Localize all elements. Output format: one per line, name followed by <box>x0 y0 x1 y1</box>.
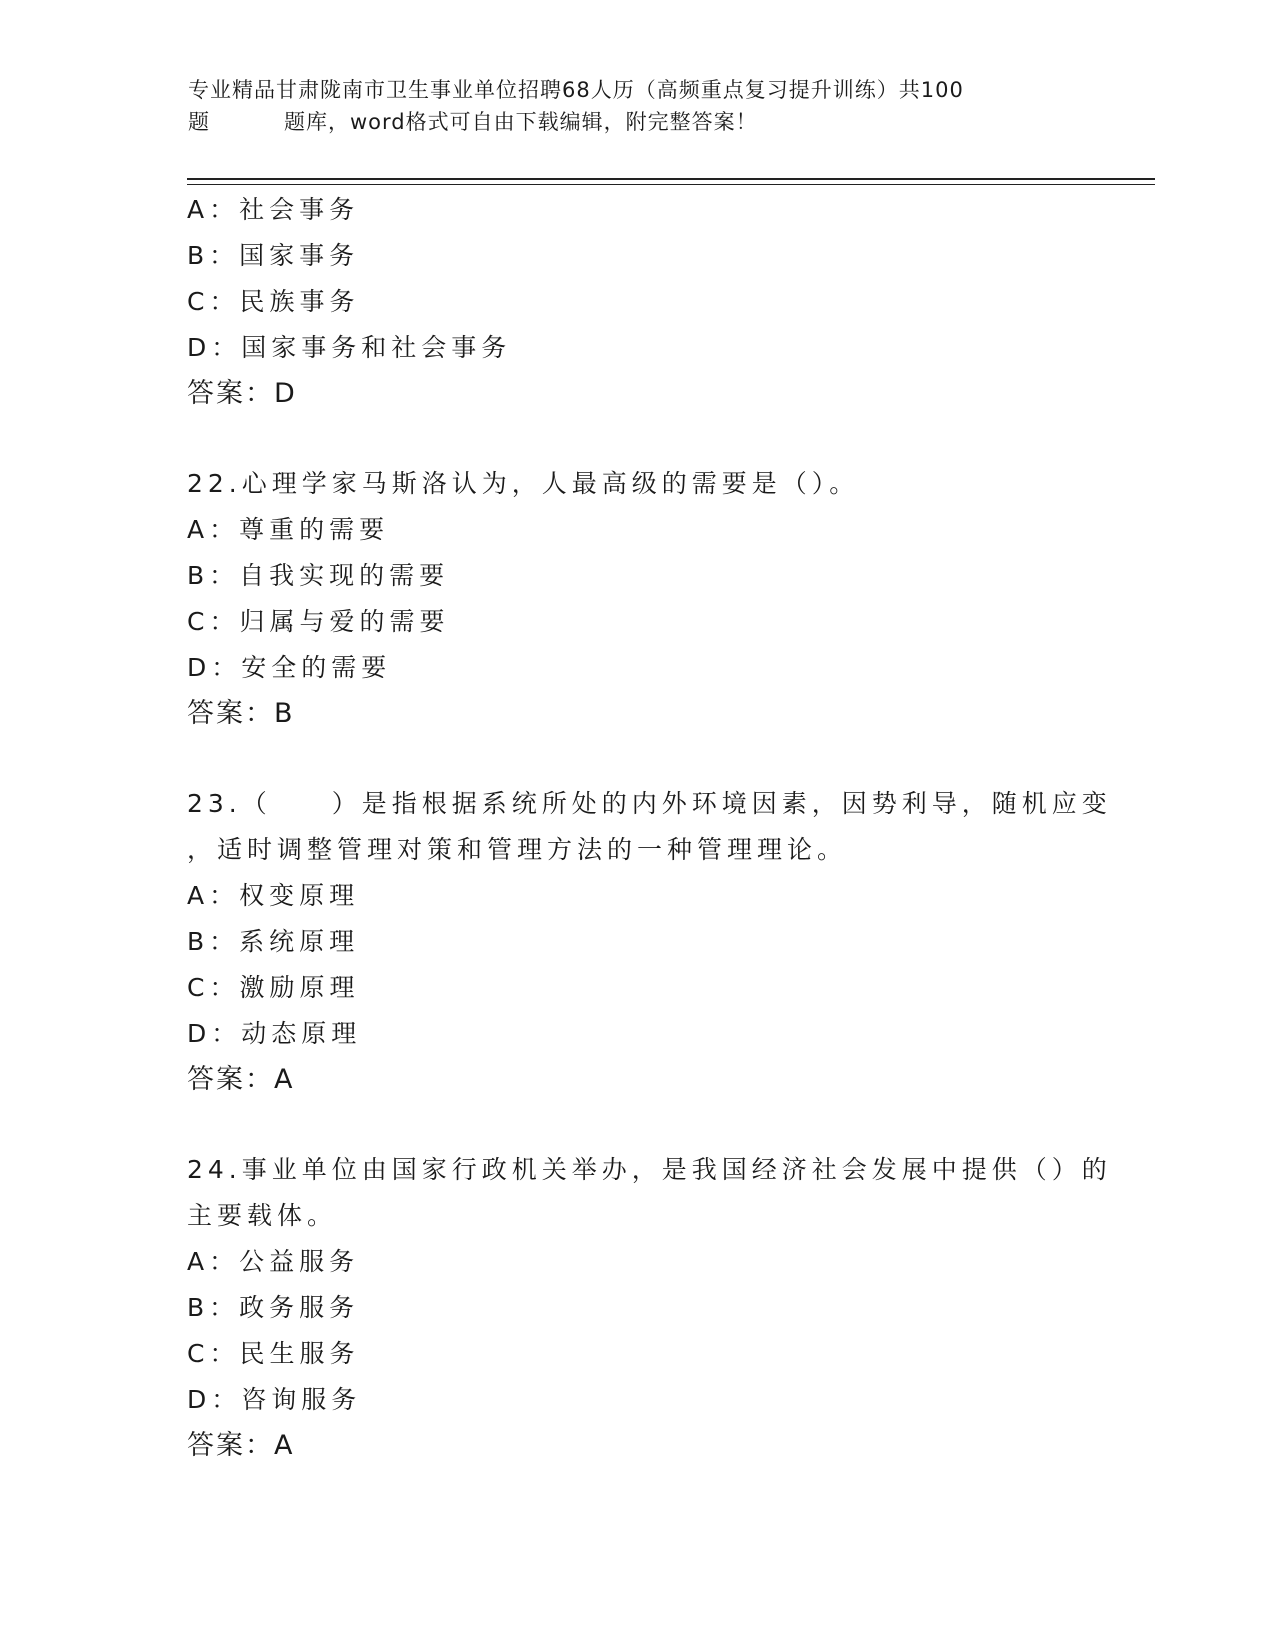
answer-label: 答案：A <box>187 1430 295 1461</box>
question-list <box>187 187 1112 1469</box>
option-d: D：国家事务和社会事务 <box>187 333 512 362</box>
header-divider-thin <box>187 184 1155 185</box>
header-title-line-2 <box>188 106 1088 138</box>
option-b: B：系统原理 <box>187 927 360 956</box>
question-stem-line-1: 23.（ ）是指根据系统所处的内外环境因素，因势利导，随机应变 <box>187 789 1112 818</box>
question-stem-line-1: 24.事业单位由国家行政机关举办，是我国经济社会发展中提供（）的 <box>187 1155 1112 1184</box>
option-a: A：社会事务 <box>187 195 360 224</box>
option-c: C：民族事务 <box>187 287 360 316</box>
option-b: B：政务服务 <box>187 1293 360 1322</box>
answer-label: 答案：D <box>187 378 297 409</box>
option-b: B：自我实现的需要 <box>187 561 450 590</box>
question-22 <box>187 461 1087 737</box>
option-a: A：尊重的需要 <box>187 515 390 544</box>
option-c: C：民生服务 <box>187 1339 360 1368</box>
header-divider-thick <box>187 178 1155 180</box>
answer-label: 答案：B <box>187 698 295 729</box>
question-23 <box>187 781 1112 1103</box>
question-24 <box>187 1147 1112 1469</box>
option-d: D：动态原理 <box>187 1019 362 1048</box>
option-d: D：咨询服务 <box>187 1385 362 1414</box>
header-line-2-rest: 题库，word格式可自由下载编辑，附完整答案！ <box>284 110 758 134</box>
option-d: D：安全的需要 <box>187 653 392 682</box>
header-line-2-start: 题 <box>188 110 210 134</box>
question-stem: 22.心理学家马斯洛认为，人最高级的需要是（）。 <box>187 469 860 498</box>
question-21 <box>187 187 1087 417</box>
document-header <box>188 74 1088 138</box>
header-title-line-1: 专业精品甘肃陇南市卫生事业单位招聘68人历（高频重点复习提升训练）共100 <box>188 78 964 102</box>
question-stem-line-2: 主要载体。 <box>187 1201 338 1230</box>
option-a: A：权变原理 <box>187 881 360 910</box>
option-c: C：激励原理 <box>187 973 360 1002</box>
answer-label: 答案：A <box>187 1064 295 1095</box>
option-b: B：国家事务 <box>187 241 360 270</box>
option-a: A：公益服务 <box>187 1247 360 1276</box>
question-stem-line-2: ，适时调整管理对策和管理方法的一种管理理论。 <box>187 835 848 864</box>
option-c: C：归属与爱的需要 <box>187 607 450 636</box>
